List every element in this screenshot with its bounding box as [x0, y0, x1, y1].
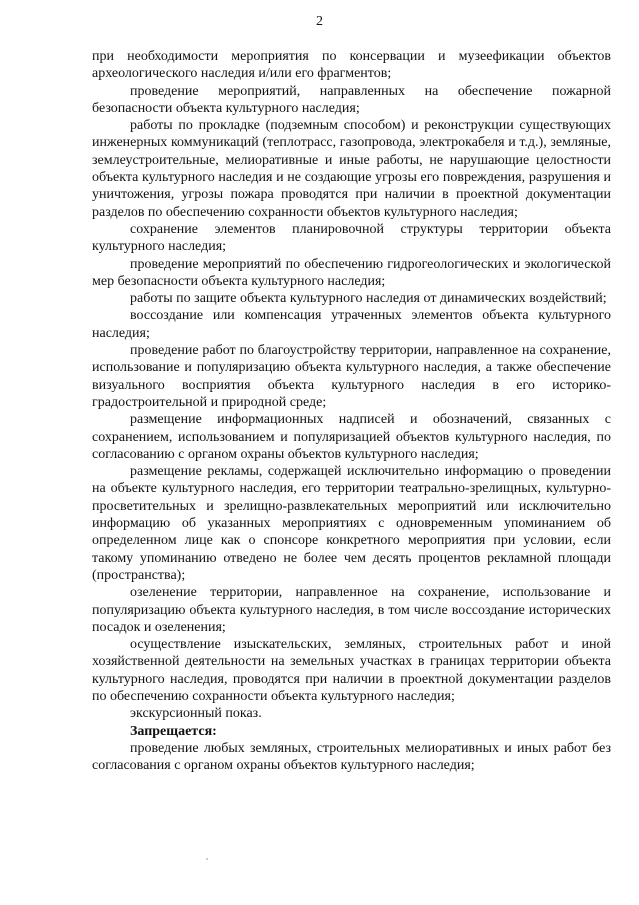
paragraph: озеленение территории, направленное на сохранение, использование и популяризацию объекта культурного наследия, в том числе воссоздание исторических посадок и озеленения; — [92, 585, 611, 635]
paragraph: проведение мероприятий по обеспечению гидрогеологических и экологической мер безопасности объекта культурного наследия; — [92, 256, 611, 289]
paragraph: размещение информационных надписей и обозначений, связанных с сохранением, использованием и популяризацией объектов культурного наследия, по согласованию с органом охраны объектов культурного наследия; — [92, 412, 611, 462]
page-number: 2 — [316, 14, 323, 29]
paragraph: осуществление изыскательских, земляных, строительных работ и иной хозяйственной деятельности на земельных участках в границах территории объекта культурного наследия, проводятся при наличии в проектной документации разделов по обеспечению сохранности объекта культурного наследия; — [92, 637, 611, 704]
paragraph: проведение работ по благоустройству территории, направленное на сохранение, использование и популяризацию объекта культурного наследия, а также обеспечение визуального восприятия объекта культурного наследия в его историко-градостроительной и природной среде; — [92, 343, 611, 410]
scan-speck — [206, 858, 208, 860]
paragraph: при необходимости мероприятия по консервации и музеефикации объектов археологического наследия и/или его фрагментов; — [92, 49, 611, 82]
paragraph: проведение любых земляных, строительных мелиоративных и иных работ без согласования с органом охраны объектов культурного наследия; — [92, 740, 611, 774]
paragraph: воссоздание или компенсация утраченных элементов объекта культурного наследия; — [92, 308, 611, 341]
paragraph: работы по защите объекта культурного наследия от динамических воздействий; — [130, 291, 607, 307]
paragraph: проведение мероприятий, направленных на обеспечение пожарной безопасности объекта культурного наследия; — [92, 83, 611, 116]
paragraph: работы по прокладке (подземным способом) и реконструкции существующих инженерных коммуникаций (теплотрасс, газопровода, электрокабеля и т.д.), земляные, землеустроительные, мелиоративные и иные работы, не нарушающие целостности объекта культурного наследия и не создающие угрозы его повреждения, разрушения и уничтожения, угрозы пожара проводятся при наличии в проектной документации разделов по обеспечению сохранности объектов культурного наследия; — [92, 118, 611, 220]
paragraph: сохранение элементов планировочной структуры территории объекта культурного наследия; — [92, 221, 611, 255]
section-heading: Запрещается: — [130, 723, 217, 739]
paragraph: размещение рекламы, содержащей исключительно информацию о проведении на объекте культурного наследия, его территории театрально-зрелищных, культурно-просветительных и зрелищно-развлекательных мероприятий или исключительно информацию об указанных мероприятиях с одновременным упоминанием об определенном лице как о спонсоре конкретного мероприятия при условии, если такому упоминанию отведено не более чем десять процентов рекламной площади (пространства); — [92, 464, 611, 583]
document-body — [92, 48, 611, 774]
paragraph: экскурсионный показ. — [130, 706, 262, 722]
